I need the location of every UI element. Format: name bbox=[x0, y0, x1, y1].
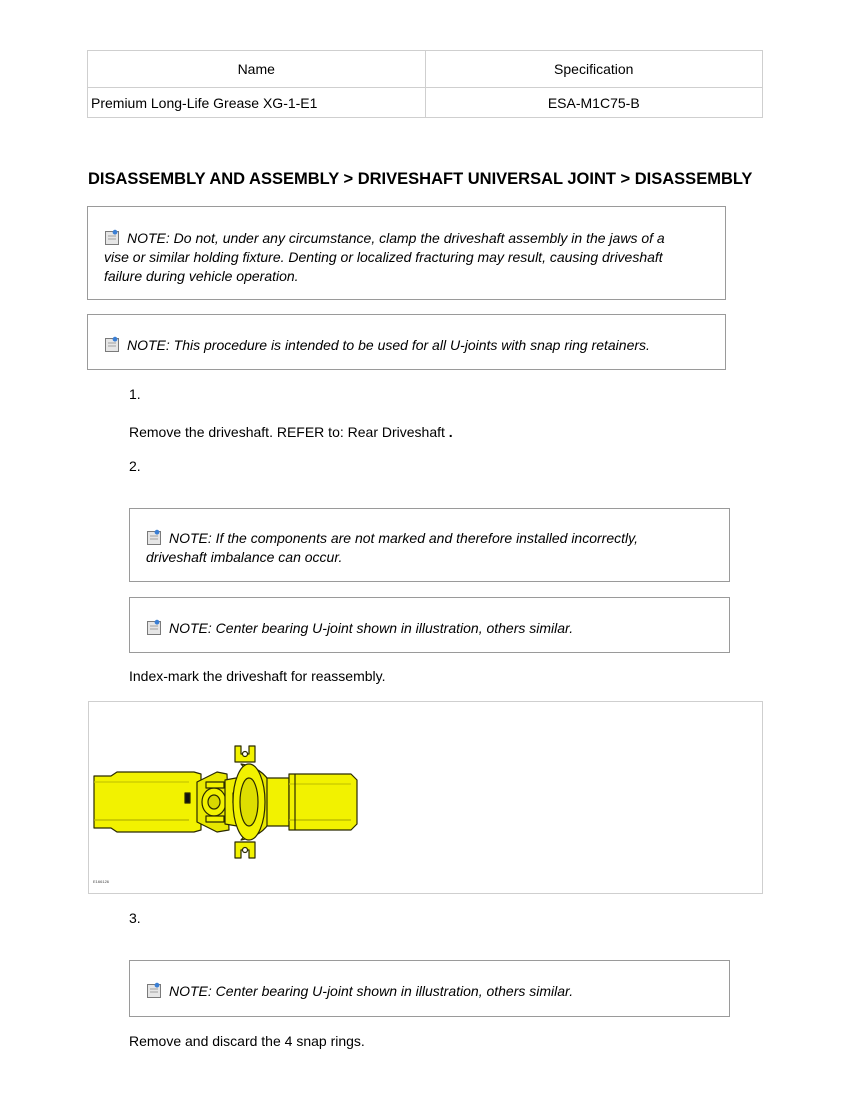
note-procedure bbox=[87, 314, 726, 370]
step-2-number: 2. bbox=[129, 458, 141, 474]
column-header-name: Name bbox=[88, 51, 426, 88]
specification-table bbox=[87, 50, 763, 118]
column-header-specification: Specification bbox=[425, 51, 763, 88]
cell-grease-name: Premium Long-Life Grease XG-1-E1 bbox=[88, 88, 426, 118]
note-center-bearing-2-text: NOTE: Center bearing U-joint shown in illustration, others similar. bbox=[169, 983, 574, 999]
figure-id: E166126 bbox=[93, 879, 110, 884]
table-header-row bbox=[88, 51, 763, 88]
step-1-instruction bbox=[129, 424, 453, 440]
step-3-text: Remove and discard the 4 snap rings. bbox=[129, 1033, 365, 1049]
note-icon bbox=[146, 529, 163, 546]
note-clamp-warning bbox=[87, 206, 726, 300]
table-row bbox=[88, 88, 763, 118]
note-clamp-line2: vise or similar holding fixture. Denting or localized fracturing may result, causing driveshaft bbox=[104, 249, 663, 265]
driveshaft-drawing bbox=[89, 702, 764, 895]
note-center-bearing-1-text: NOTE: Center bearing U-joint shown in illustration, others similar. bbox=[169, 620, 574, 636]
note-marking-line2: driveshaft imbalance can occur. bbox=[146, 549, 343, 565]
note-marking-line1-text: NOTE: If the components are not marked and therefore installed incorrectly, bbox=[169, 530, 638, 546]
step-3-number: 3. bbox=[129, 910, 141, 926]
note-center-bearing-2 bbox=[129, 960, 730, 1017]
note-marking-line1 bbox=[146, 529, 638, 548]
driveshaft-illustration bbox=[88, 701, 763, 894]
note-index-marking bbox=[129, 508, 730, 582]
note-center-bearing-1 bbox=[129, 597, 730, 653]
note-clamp-line1 bbox=[104, 229, 665, 248]
note-icon bbox=[146, 619, 163, 636]
step-1-period: . bbox=[448, 424, 453, 440]
section-heading: DISASSEMBLY AND ASSEMBLY > DRIVESHAFT UNIVERSAL JOINT > DISASSEMBLY bbox=[88, 170, 753, 188]
step-1-number: 1. bbox=[129, 386, 141, 402]
cell-grease-spec: ESA-M1C75-B bbox=[425, 88, 763, 118]
note-icon bbox=[146, 982, 163, 999]
note-icon bbox=[104, 336, 121, 353]
step-2-text: Index-mark the driveshaft for reassembly. bbox=[129, 668, 386, 684]
note-icon bbox=[104, 229, 121, 246]
note-clamp-line1-text: NOTE: Do not, under any circumstance, clamp the driveshaft assembly in the jaws of a bbox=[127, 230, 665, 246]
note-procedure-text: NOTE: This procedure is intended to be used for all U-joints with snap ring retainers. bbox=[127, 337, 650, 353]
step-1-text: Remove the driveshaft. REFER to: Rear Driveshaft bbox=[129, 424, 445, 440]
note-clamp-line3: failure during vehicle operation. bbox=[104, 268, 299, 284]
